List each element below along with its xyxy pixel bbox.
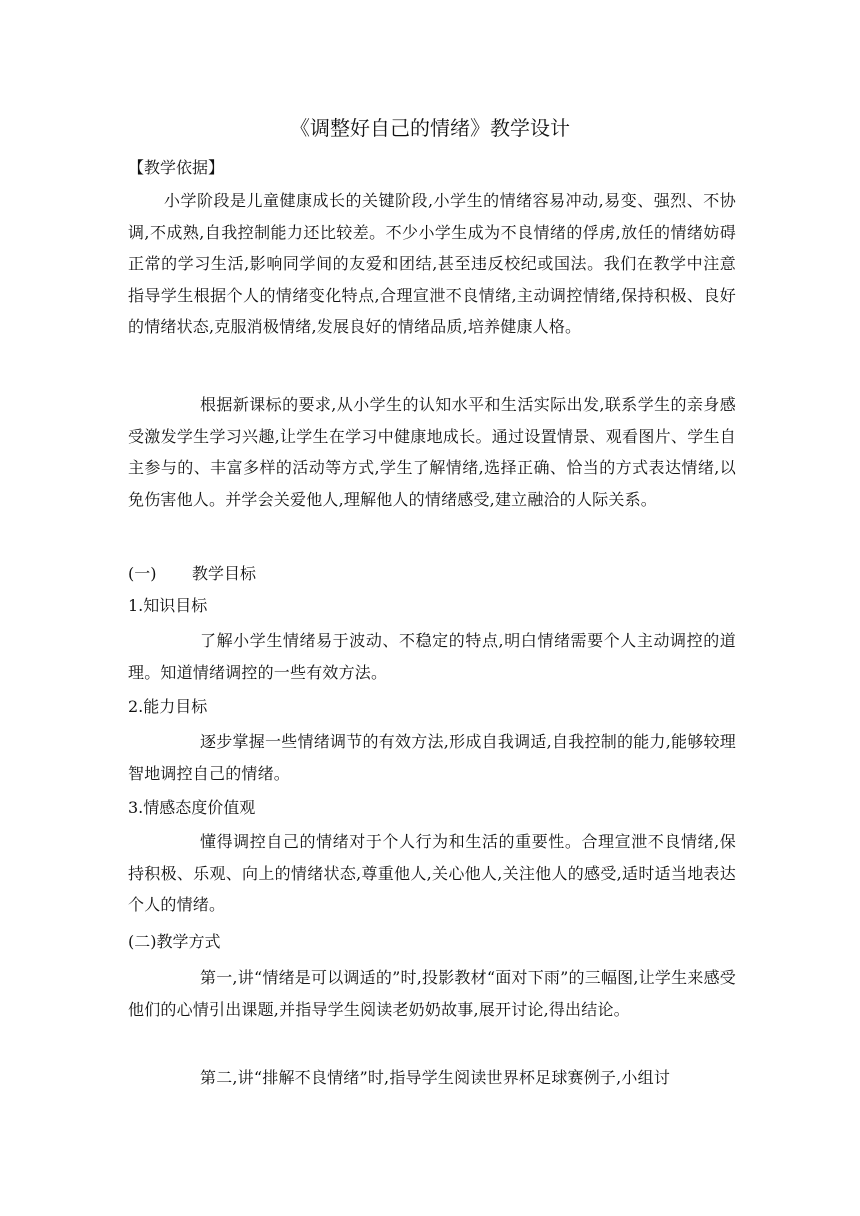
goal-knowledge-heading: 1.知识目标 <box>128 596 208 615</box>
goal-knowledge-text: 了解小学生情绪易于波动、不稳定的特点,明白情绪需要个人主动调控的道理。知道情绪调控的一些有效方法。 <box>128 631 736 682</box>
goal-attitude-heading: 3.情感态度价值观 <box>128 798 256 817</box>
basis-paragraph-1: 小学阶段是儿童健康成长的关键阶段,小学生的情绪容易冲动,易变、强烈、不协调,不成熟,自我控制能力还比较差。不少小学生成为不良情绪的俘虏,放任的情绪妨碍正常的学习生活,影响同学间的友爱和团结,甚至违反校纪或国法。我们在教学中注意指导学生根据个人的情绪变化特点,合理宣泄不良情绪,主动调控情绪,保持积极、良好的情绪状态,克服消极情绪,发展良好的情绪品质,培养健康人格。 <box>128 191 736 336</box>
goals-number: (一) <box>128 564 157 583</box>
goal-ability-heading: 2.能力目标 <box>128 697 208 716</box>
method-paragraph-2: 第二,讲“排解不良情绪”时,指导学生阅读世界杯足球赛例子,小组讨 <box>200 1068 671 1087</box>
goal-ability-text: 逐步掌握一些情绪调节的有效方法,形成自我调适,自我控制的能力,能够较理智地调控自己的情绪。 <box>128 732 736 783</box>
section-heading-basis: 【教学依据】 <box>128 158 225 177</box>
document-title: 《调整好自己的情绪》教学设计 <box>290 116 570 140</box>
goals-label: 教学目标 <box>192 564 257 583</box>
method-paragraph-1: 第一,讲“情绪是可以调适的”时,投影教材“面对下雨”的三幅图,让学生来感受他们的心情引出课题,并指导学生阅读老奶奶故事,展开讨论,得出结论。 <box>128 968 736 1019</box>
basis-paragraph-2: 根据新课标的要求,从小学生的认知水平和生活实际出发,联系学生的亲身感受激发学生学习兴趣,让学生在学习中健康地成长。通过设置情景、观看图片、学生自主参与的、丰富多样的活动等方式,学生了解情绪,选择正确、恰当的方式表达情绪,以免伤害他人。并学会关爱他人,理解他人的情绪感受,建立融洽的人际关系。 <box>128 395 736 509</box>
section-heading-goals <box>128 559 748 589</box>
section-heading-method: (二)教学方式 <box>128 932 221 951</box>
goal-attitude-text: 懂得调控自己的情绪对于个人行为和生活的重要性。合理宣泄不良情绪,保持积极、乐观、向上的情绪状态,尊重他人,关心他人,关注他人的感受,适时适当地表达个人的情绪。 <box>128 832 736 914</box>
